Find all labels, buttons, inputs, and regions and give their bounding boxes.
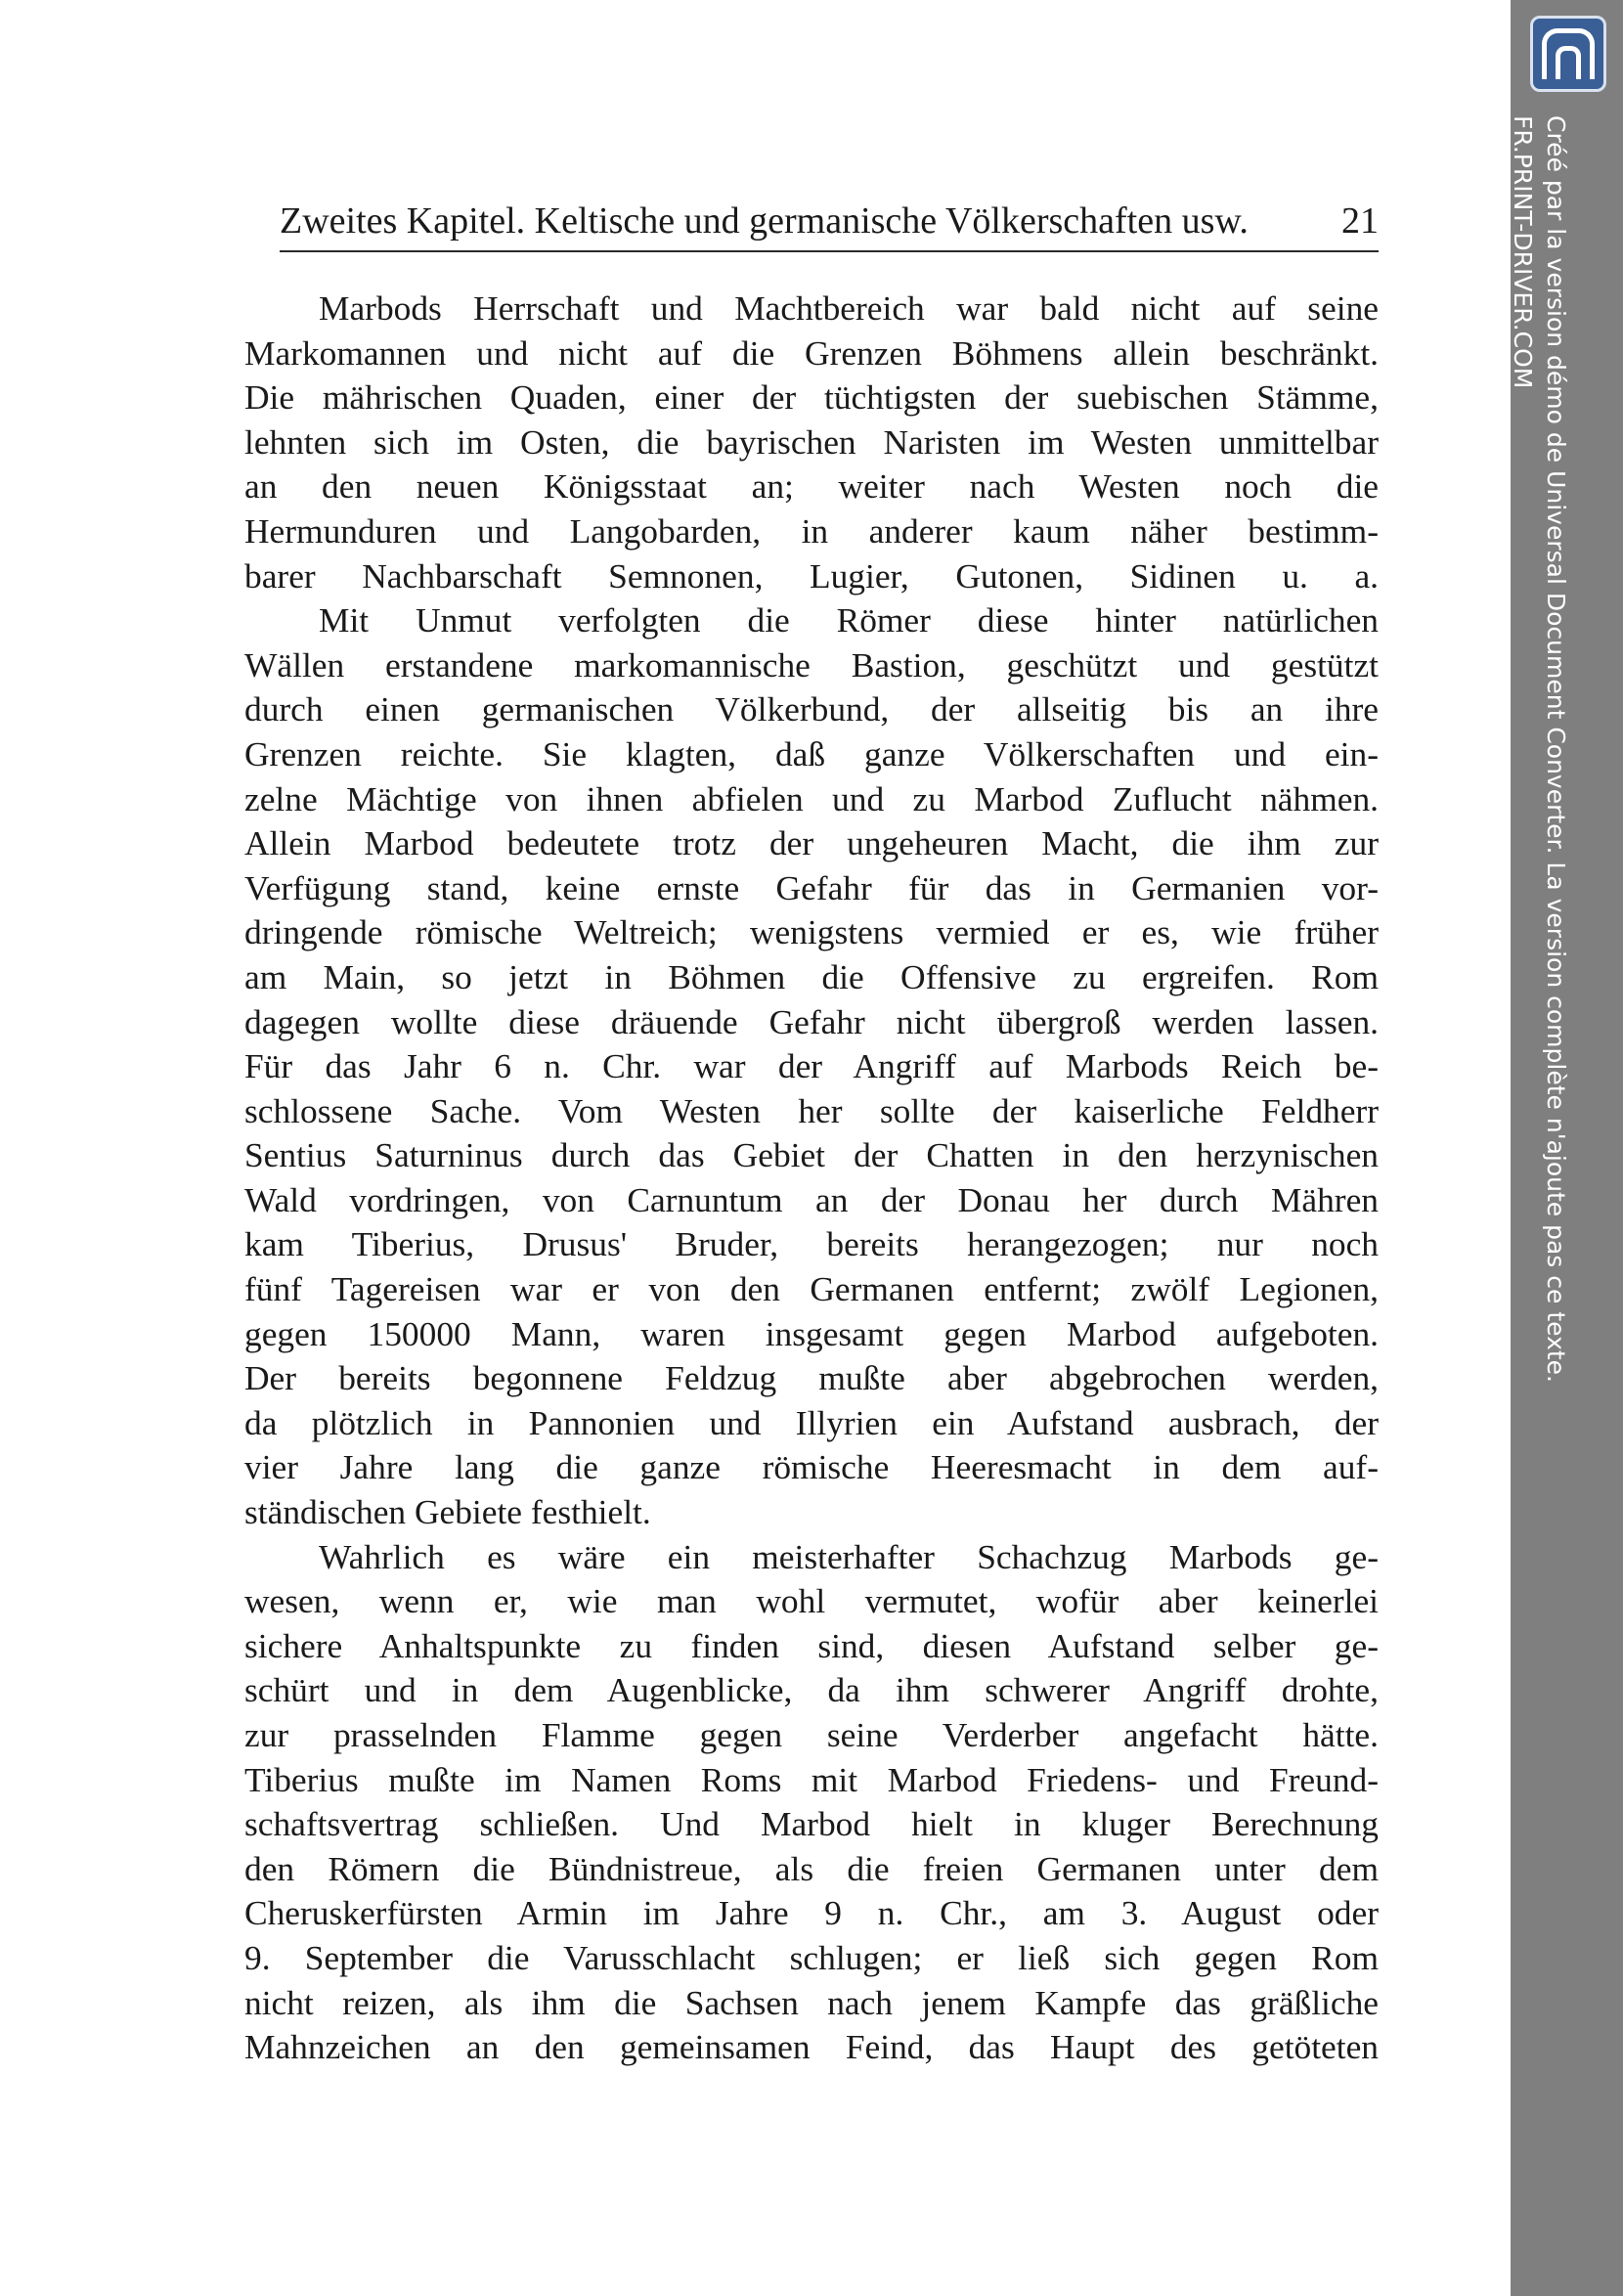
text-line: an den neuen Königsstaat an; weiter nach Westen noch die (244, 466, 1379, 507)
watermark-text (1506, 115, 1572, 1383)
text-line: Der bereits begonnene Feldzug mußte aber abgebrochen werden, (244, 1358, 1379, 1398)
paragraph-1 (244, 287, 1379, 598)
body-text (244, 287, 1379, 2070)
text-line: Die mährischen Quaden, einer der tüchtigsten der suebischen Stämme, (244, 377, 1379, 418)
text-line: Markomannen und nicht auf die Grenzen Böhmens allein beschränkt. (244, 332, 1379, 373)
text-line: schlossene Sache. Vom Westen her sollte der kaiserliche Feldherr (244, 1090, 1379, 1130)
text-line: Wällen erstandene markomannische Bastion, geschützt und gestützt (244, 644, 1379, 684)
text-line: zur prasselnden Flamme gegen seine Verderber angefacht hätte. (244, 1715, 1379, 1754)
text-line: fünf Tagereisen war er von den Germanen entfernt; zwölf Legionen, (244, 1269, 1379, 1309)
paragraph-2 (244, 598, 1379, 1534)
text-line: sichere Anhaltspunkte zu finden sind, diesen Aufstand selber ge- (244, 1625, 1379, 1665)
text-line: am Main, so jetzt in Böhmen die Offensive zu ergreifen. Rom (244, 956, 1379, 996)
text-line: 9. September die Varusschlacht schlugen; er ließ sich gegen Rom (244, 1937, 1379, 1977)
watermark-url: FR.PRINT-DRIVER.COM (1509, 115, 1537, 389)
text-line: Wald vordringen, von Carnuntum an der Donau her durch Mähren (244, 1179, 1379, 1219)
text-line: Sentius Saturninus durch das Gebiet der Chatten in den herzynischen (244, 1135, 1379, 1175)
watermark-notice: Créé par la version démo de Universal Document Converter. La version complète n'ajoute pas ce texte. (1542, 115, 1570, 1384)
text-line: vier Jahre lang die ganze römische Heeresmacht in dem auf- (244, 1447, 1379, 1487)
text-line: Wahrlich es wäre ein meisterhafter Schachzug Marbods ge- (319, 1536, 1379, 1576)
chapter-title: Zweites Kapitel. Keltische und germanische Völkerschaften usw. (280, 200, 1249, 242)
text-line: schaftsvertrag schließen. Und Marbod hielt in kluger Berechnung (244, 1804, 1379, 1844)
text-line: kam Tiberius, Drusus' Bruder, bereits herangezogen; nur noch (244, 1224, 1379, 1264)
text-line: gegen 150000 Mann, waren insgesamt gegen Marbod aufgeboten. (244, 1313, 1379, 1353)
text-line: dagegen wollte diese dräuende Gefahr nicht übergroß werden lassen. (244, 1001, 1379, 1041)
text-line: barer Nachbarschaft Semnonen, Lugier, Gutonen, Sidinen u. a. (244, 555, 1379, 596)
text-line: Grenzen reichte. Sie klagten, daß ganze Völkerschaften und ein- (244, 733, 1379, 773)
text-line: Mahnzeichen an den gemeinsamen Feind, das Haupt des getöteten (244, 2027, 1379, 2067)
text-line: Für das Jahr 6 n. Chr. war der Angriff auf Marbods Reich be- (244, 1046, 1379, 1086)
text-line: Mit Unmut verfolgten die Römer diese hinter natürlichen (319, 600, 1379, 640)
paragraph-3 (244, 1535, 1379, 2070)
text-line: ständischen Gebiete festhielt. (244, 1492, 651, 1532)
text-line: wesen, wenn er, wie man wohl vermutet, wofür aber keinerlei (244, 1581, 1379, 1621)
converter-logo-icon (1530, 16, 1606, 92)
text-line: da plötzlich in Pannonien und Illyrien ein Aufstand ausbrach, der (244, 1402, 1379, 1442)
text-line: dringende römische Weltreich; wenigstens vermied er es, wie früher (244, 912, 1379, 952)
text-line: zelne Mächtige von ihnen abfielen und zu Marbod Zuflucht nähmen. (244, 778, 1379, 818)
text-line: Allein Marbod bedeutete trotz der ungeheuren Macht, die ihm zur (244, 823, 1379, 863)
text-line: durch einen germanischen Völkerbund, der allseitig bis an ihre (244, 689, 1379, 729)
text-line: Tiberius mußte im Namen Roms mit Marbod Friedens- und Freund- (244, 1759, 1379, 1799)
text-line: schürt und in dem Augenblicke, da ihm schwerer Angriff drohte, (244, 1670, 1379, 1710)
text-line: Cheruskerfürsten Armin im Jahre 9 n. Chr., am 3. August oder (244, 1893, 1379, 1933)
text-line: den Römern die Bündnistreue, als die freien Germanen unter dem (244, 1848, 1379, 1888)
text-line: Hermunduren und Langobarden, in anderer kaum näher bestimm- (244, 510, 1379, 551)
header-rule (280, 250, 1379, 252)
text-line: lehnten sich im Osten, die bayrischen Naristen im Westen unmittelbar (244, 421, 1379, 462)
running-header (280, 194, 1379, 248)
text-line: nicht reizen, als ihm die Sachsen nach jenem Kampfe das gräßliche (244, 1982, 1379, 2022)
text-line: Verfügung stand, keine ernste Gefahr für das in Germanien vor- (244, 867, 1379, 907)
text-line: Marbods Herrschaft und Machtbereich war bald nicht auf seine (319, 288, 1379, 328)
page-number: 21 (1341, 200, 1379, 242)
logo-arch-inner (1556, 46, 1581, 79)
